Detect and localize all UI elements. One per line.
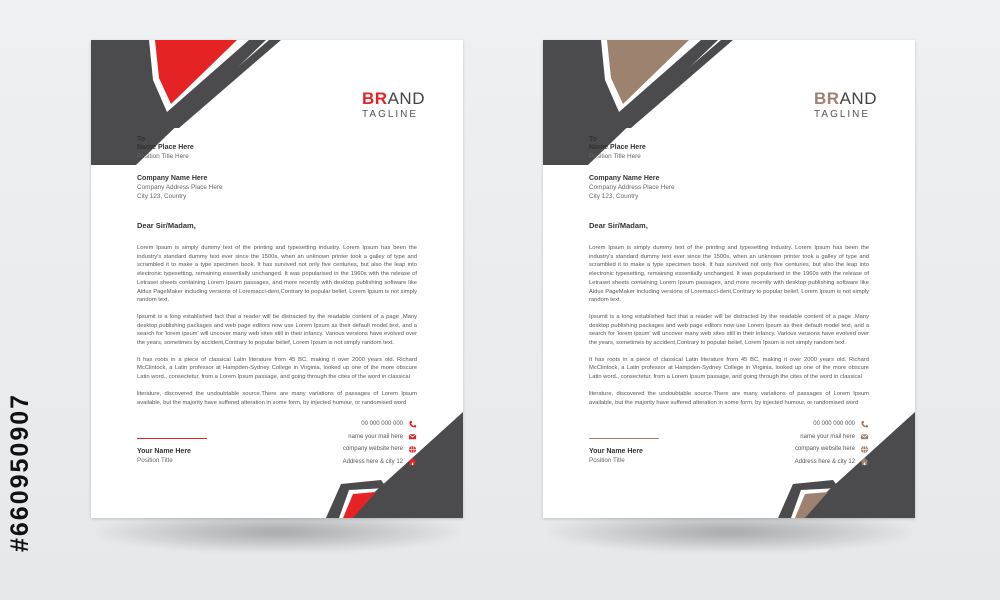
contact-address — [343, 456, 417, 469]
body-paragraph: Ipsumit is a long established fact that a reader will be distracted by the readable content of a page .Many desktop publishing packages and web page editors now use Lorem Ipsum as their default model text, and a search for 'lorem ipsum' will uncover many web sites still in their infancy. Various versions have evolved over the years, sometimes by accident,Contrary to popular belief, Lorem Ipsum is not simply random text. — [137, 313, 417, 347]
brand-tagline: TAGLINE — [362, 109, 419, 120]
contact-website-text: company website here — [794, 446, 855, 453]
contact-mail-text: name your mail here — [800, 433, 855, 440]
contact-website-text: company website here — [342, 446, 403, 453]
contact-address-text: Address here & city 12 — [794, 458, 855, 465]
body-paragraph: literature, discovered the undoubtable source.There are many variations of passages of Lorem Ipsum available, but the majority have suffered alteration in some form, by injected humour, or randomised word — [589, 390, 869, 406]
company-name: Company Name Here — [137, 175, 208, 182]
phone-icon — [860, 420, 869, 429]
contact-mail — [343, 431, 417, 444]
mail-icon — [408, 432, 417, 441]
mail-icon — [860, 432, 869, 441]
brand-logo — [362, 90, 425, 120]
contact-block — [795, 418, 869, 468]
contact-phone — [343, 418, 417, 431]
body-paragraph: literature, discovered the undoubtable source.There are many variations of passages of Lorem Ipsum available, but the majority have suffered alteration in some form, by injected humour, or randomised word — [137, 390, 417, 406]
signature-block — [589, 438, 659, 464]
globe-icon — [408, 445, 417, 454]
company-city: City 123, Country — [589, 193, 639, 200]
company-city: City 123, Country — [137, 193, 187, 200]
signature-block — [137, 438, 207, 464]
contact-mail — [795, 431, 869, 444]
contact-phone — [795, 418, 869, 431]
body-paragraph: Lorem Ipsum is simply dummy text of the printing and typesetting industry. Lorem Ipsum has been the industry's standard dummy text ever since the 1500s, when an unknown printer took a galley of type and scrambled it to make a type specimen book. It has survived not only five centuries, but also the leap into electronic typesetting, remaining essentially unchanged. It was popularised in the 1960s with the release of Letraset sheets containing Lorem Ipsum passages, and more recently with desktop publishing software like Aldus PageMaker including versions of Loremacci-dent,Contrary to popular belief, Lorem Ipsum is not simply random text. — [137, 245, 417, 304]
body-paragraph: It has roots in a piece of classical Latin literature from 45 BC, making it over 2000 years old. Richard McClintock, a Latin professor at Hampden-Sydney College in Virginia, looked up one of the more obscure Latin word., consectetur, from a Lorem Ipsum passage, and going through the cites of the word in classical — [137, 356, 417, 381]
stock-id: #660950907 — [6, 392, 34, 553]
contact-address-text: Address here & city 12 — [342, 458, 403, 465]
globe-icon — [860, 445, 869, 454]
body-paragraph: Lorem Ipsum is simply dummy text of the printing and typesetting industry. Lorem Ipsum has been the industry's standard dummy text ever since the 1500s, when an unknown printer took a galley of type and scrambled it to make a type specimen book. It has survived not only five centuries, but also the leap into electronic typesetting, remaining essentially unchanged. It was popularised in the 1960s with the release of Letraset sheets containing Lorem Ipsum passages, and more recently with desktop publishing software like Aldus PageMaker including versions of Loremacci-dent,Contrary to popular belief, Lorem Ipsum is not simply random text. — [589, 245, 869, 304]
signature-name: Your Name Here — [137, 448, 191, 456]
recipient-name: Name Place Here — [137, 144, 194, 151]
phone-icon — [408, 420, 417, 429]
salutation: Dear Sir/Madam, — [137, 221, 196, 230]
letter-body — [589, 136, 869, 407]
body-paragraph: Ipsumit is a long established fact that a reader will be distracted by the readable content of a page .Many desktop publishing packages and web page editors now use Lorem Ipsum as their default model text, and a search for 'lorem ipsum' will uncover many web sites still in their infancy. Various versions have evolved over the years, sometimes by accident,Contrary to popular belief, Lorem Ipsum is not simply random text. — [589, 313, 869, 347]
contact-website — [795, 443, 869, 456]
signature-line — [137, 438, 207, 439]
brand-logo — [814, 90, 877, 120]
recipient-position: Position Title Here — [589, 153, 641, 160]
brand-logo-rest: AND — [387, 89, 425, 108]
brand-logo-bold: BR — [362, 89, 388, 108]
contact-mail-text: name your mail here — [348, 433, 403, 440]
signature-position: Position Title — [137, 457, 173, 465]
recipient-to: To — [589, 136, 598, 143]
contact-address — [795, 456, 869, 469]
recipient-position: Position Title Here — [137, 153, 189, 160]
home-icon — [408, 457, 417, 466]
salutation: Dear Sir/Madam, — [589, 221, 648, 230]
company-name: Company Name Here — [589, 175, 660, 182]
home-icon — [860, 457, 869, 466]
contact-website — [343, 443, 417, 456]
recipient-name: Name Place Here — [589, 144, 646, 151]
letter-body — [137, 136, 417, 407]
letterhead-page — [91, 40, 463, 518]
brand-tagline: TAGLINE — [814, 109, 871, 120]
body-paragraph: It has roots in a piece of classical Latin literature from 45 BC, making it over 2000 years old. Richard McClintock, a Latin professor at Hampden-Sydney College in Virginia, looked up one of the more obscure Latin word., consectetur, from a Lorem Ipsum passage, and going through the cites of the word in classical — [589, 356, 869, 381]
brand-logo-bold: BR — [814, 89, 840, 108]
letterhead-page — [543, 40, 915, 518]
contact-block — [343, 418, 417, 468]
sheet-shadow-right — [550, 512, 910, 552]
signature-line — [589, 438, 659, 439]
sheet-shadow-left — [98, 512, 458, 552]
company-address: Company Address Place Here — [137, 184, 223, 191]
contact-phone-text: 00 000 000 000 — [361, 421, 403, 428]
recipient-to: To — [137, 136, 146, 143]
signature-name: Your Name Here — [589, 448, 643, 456]
company-address: Company Address Place Here — [589, 184, 675, 191]
contact-phone-text: 00 000 000 000 — [813, 421, 855, 428]
signature-position: Position Title — [589, 457, 625, 465]
brand-logo-rest: AND — [839, 89, 877, 108]
